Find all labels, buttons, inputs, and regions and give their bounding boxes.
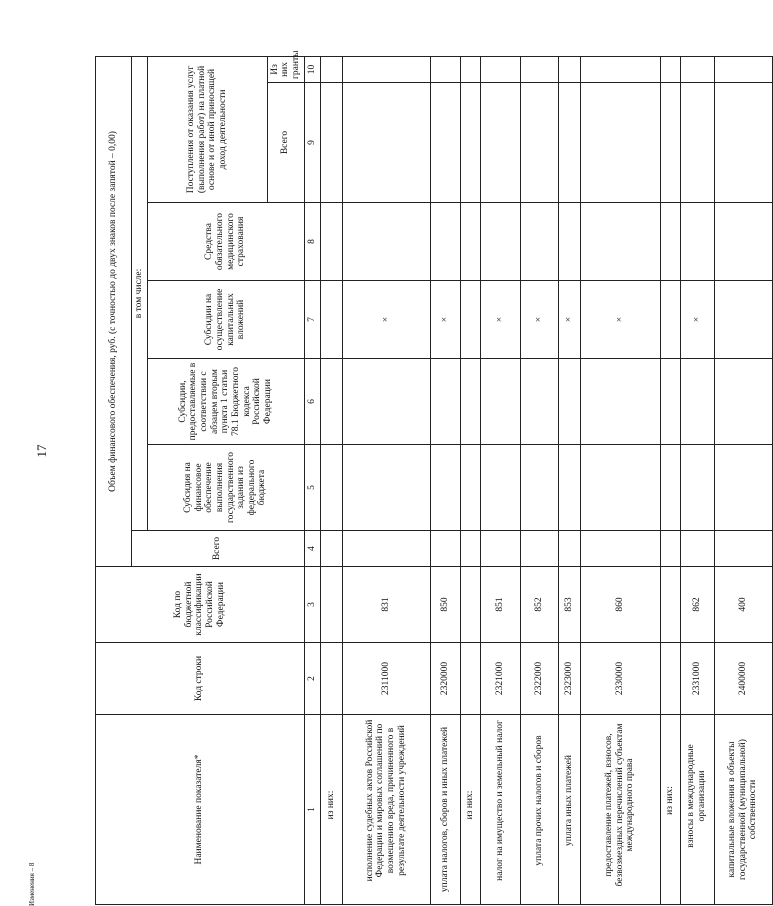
row-income-grants: [320, 56, 342, 82]
row-income-grants: [660, 56, 680, 82]
row-sub-capital: ×: [430, 281, 460, 359]
row-total: [580, 531, 660, 567]
row-sub-capital: ×: [680, 281, 714, 359]
row-income-total: [580, 83, 660, 203]
row-oms: [660, 203, 680, 281]
row-sub-state-task: [480, 445, 520, 531]
row-code: 2323000: [558, 643, 580, 715]
row-sub-capital: [460, 281, 480, 359]
row-sub-78: [520, 359, 558, 445]
row-sub-state-task: [680, 445, 714, 531]
row-income-total: [480, 83, 520, 203]
header-oms: Средства обязательного медицинского страхования: [147, 203, 304, 281]
row-name: уплата налогов, сборов и иных платежей: [430, 715, 460, 905]
row-income-grants: [460, 56, 480, 82]
row-sub-state-task: [520, 445, 558, 531]
header-total: Всего: [132, 531, 305, 567]
row-code: 2320000: [430, 643, 460, 715]
row-income-total: [430, 83, 460, 203]
col-number: 2: [304, 643, 320, 715]
row-oms: [558, 203, 580, 281]
header-sub-state-task: Субсидия на финансовое обеспечение выполнения государственного задания из федерального бюджета: [147, 445, 304, 531]
row-bcc: 852: [520, 567, 558, 643]
table-row: [320, 56, 342, 904]
row-income-grants: [342, 56, 430, 82]
row-code: 2322000: [520, 643, 558, 715]
table-row: [520, 56, 558, 904]
row-oms: [580, 203, 660, 281]
row-total: [430, 531, 460, 567]
header-bcc: Код по бюджетной классификации Российской Федерации: [96, 567, 305, 643]
row-income-grants: [480, 56, 520, 82]
table-row: [460, 56, 480, 904]
row-name: из них:: [660, 715, 680, 905]
row-total: [714, 531, 772, 567]
col-number: 6: [304, 359, 320, 445]
row-sub-state-task: [580, 445, 660, 531]
row-sub-78: [320, 359, 342, 445]
row-bcc: 860: [580, 567, 660, 643]
row-bcc: 400: [714, 567, 772, 643]
row-income-grants: [714, 56, 772, 82]
row-code: [320, 643, 342, 715]
table-wrapper: [95, 50, 759, 905]
row-income-total: [680, 83, 714, 203]
row-bcc: 850: [430, 567, 460, 643]
row-sub-capital: [714, 281, 772, 359]
row-sub-capital: ×: [558, 281, 580, 359]
header-code: Код строки: [96, 643, 305, 715]
row-sub-78: [430, 359, 460, 445]
row-sub-state-task: [558, 445, 580, 531]
row-code: [460, 643, 480, 715]
col-number: 3: [304, 567, 320, 643]
row-income-total: [558, 83, 580, 203]
row-income-total: [320, 83, 342, 203]
table-row: [680, 56, 714, 904]
row-oms: [680, 203, 714, 281]
row-sub-state-task: [460, 445, 480, 531]
row-oms: [480, 203, 520, 281]
row-income-total: [342, 83, 430, 203]
header-name: Наименование показателя*: [96, 715, 305, 905]
table-row: [558, 56, 580, 904]
row-total: [460, 531, 480, 567]
table-row: [660, 56, 680, 904]
table-row: [714, 56, 772, 904]
row-sub-state-task: [430, 445, 460, 531]
row-sub-state-task: [714, 445, 772, 531]
row-income-total: [714, 83, 772, 203]
row-oms: [714, 203, 772, 281]
row-bcc: 831: [342, 567, 430, 643]
row-sub-capital: [660, 281, 680, 359]
col-number: 1: [304, 715, 320, 905]
row-sub-capital: ×: [580, 281, 660, 359]
row-code: 2331000: [680, 643, 714, 715]
row-income-total: [520, 83, 558, 203]
row-oms: [460, 203, 480, 281]
row-code: 2330000: [580, 643, 660, 715]
row-sub-78: [580, 359, 660, 445]
row-sub-capital: [320, 281, 342, 359]
row-income-grants: [680, 56, 714, 82]
row-income-grants: [520, 56, 558, 82]
row-total: [680, 531, 714, 567]
table-row: [480, 56, 520, 904]
row-income-total: [460, 83, 480, 203]
row-sub-capital: ×: [480, 281, 520, 359]
col-number: 9: [304, 83, 320, 203]
row-name: предоставление платежей, взносов, безвозмездных перечислений субъектам международного права: [580, 715, 660, 905]
row-total: [660, 531, 680, 567]
footer-note-box: [28, 856, 48, 906]
row-income-total: [660, 83, 680, 203]
row-bcc: 851: [480, 567, 520, 643]
row-sub-78: [680, 359, 714, 445]
row-sub-78: [660, 359, 680, 445]
row-name: уплата прочих налогов и сборов: [520, 715, 558, 905]
row-oms: [320, 203, 342, 281]
header-sub-capital: Субсидии на осуществление капитальных вложений: [147, 281, 304, 359]
table-row: [430, 56, 460, 904]
row-sub-state-task: [660, 445, 680, 531]
col-number: 5: [304, 445, 320, 531]
row-bcc: [320, 567, 342, 643]
row-name: из них:: [460, 715, 480, 905]
row-code: 2311000: [342, 643, 430, 715]
table-row: [342, 56, 430, 904]
row-oms: [342, 203, 430, 281]
col-number: 10: [304, 56, 320, 82]
header-in-that: в том числе:: [132, 56, 148, 530]
row-bcc: [460, 567, 480, 643]
col-number: 7: [304, 281, 320, 359]
row-income-grants: [580, 56, 660, 82]
row-bcc: [660, 567, 680, 643]
row-sub-capital: ×: [342, 281, 430, 359]
row-total: [342, 531, 430, 567]
row-sub-78: [342, 359, 430, 445]
row-income-grants: [430, 56, 460, 82]
row-oms: [430, 203, 460, 281]
row-code: 2400000: [714, 643, 772, 715]
row-total: [480, 531, 520, 567]
footer-note: Изменения – 8: [28, 862, 36, 906]
col-number: 8: [304, 203, 320, 281]
row-name: уплата иных платежей: [558, 715, 580, 905]
row-sub-state-task: [342, 445, 430, 531]
row-name: налог на имущество и земельный налог: [480, 715, 520, 905]
row-code: [660, 643, 680, 715]
row-sub-state-task: [320, 445, 342, 531]
col-number: 4: [304, 531, 320, 567]
page-number: 17: [34, 444, 49, 458]
row-code: 2321000: [480, 643, 520, 715]
row-sub-78: [480, 359, 520, 445]
row-sub-78: [714, 359, 772, 445]
row-total: [320, 531, 342, 567]
header-income-total: Всего: [267, 83, 304, 203]
row-income-grants: [558, 56, 580, 82]
header-sub-78: Субсидии, предоставляемые в соответствии с абзацем вторым пункта 1 статьи 78.1 Бюджетного кодекса Российской Федерации: [147, 359, 304, 445]
row-oms: [520, 203, 558, 281]
row-name: исполнение судебных актов Российской Федерации и мировых соглашений по возмещению вреда, причиненного в результате деятельности учреждений: [342, 715, 430, 905]
header-income: Поступления от оказания услуг (выполнения работ) на платной основе и от иной приносящей доход деятельности: [147, 56, 267, 202]
header-income-grants: Из них гранты: [267, 56, 304, 82]
row-name: капитальные вложения в объекты государственной (муниципальной) собственности: [714, 715, 772, 905]
row-sub-78: [460, 359, 480, 445]
row-bcc: 853: [558, 567, 580, 643]
finance-table: [95, 50, 773, 905]
row-name: взносы в международные организации: [680, 715, 714, 905]
row-sub-capital: ×: [520, 281, 558, 359]
header-volume: Объем финансового обеспечения, руб. (с точностью до двух знаков после запятой – 0,00): [96, 56, 132, 566]
row-sub-78: [558, 359, 580, 445]
row-total: [558, 531, 580, 567]
column-number-row: [304, 56, 320, 904]
row-bcc: 862: [680, 567, 714, 643]
row-name: из них:: [320, 715, 342, 905]
row-total: [520, 531, 558, 567]
table-row: [580, 56, 660, 904]
